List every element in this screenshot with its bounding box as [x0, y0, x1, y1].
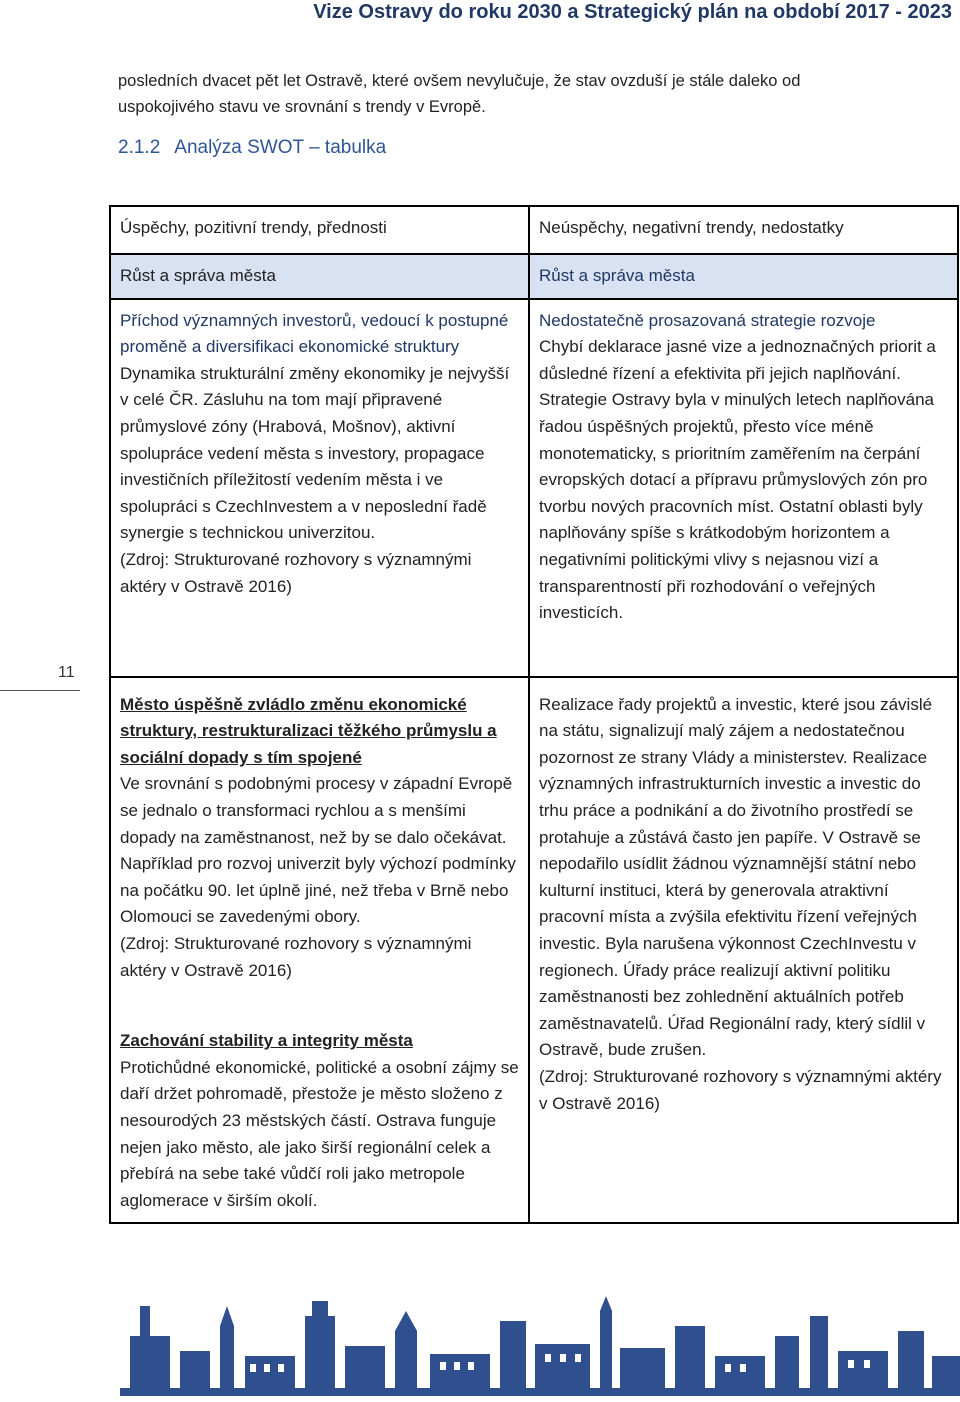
- swot-row-1: [110, 299, 958, 677]
- strength-body-3: Protichůdné ekonomické, politické a osobní zájmy se daří držet pohromadě, přestože je město složeno z nesourodých 23 městských částí. Ostrava funguje nejen jako město, ale jako širší regionální celek a přebírá na sebe také vůdčí roli jako metropole aglomerace v širším okolí.: [120, 1057, 519, 1210]
- ostrava-skyline-illustration: [120, 1296, 960, 1396]
- swot-table: [109, 205, 959, 1224]
- section-number: 2.1.2: [118, 137, 161, 158]
- strength-source-1: (Zdroj: Strukturované rozhovory s významnými aktéry v Ostravě 2016): [120, 549, 472, 596]
- weakness-cell-1: [529, 299, 958, 677]
- intro-line-2: uspokojivého stavu ve srovnání s trendy v Evropě.: [118, 98, 486, 116]
- swot-row-2: [110, 677, 958, 1224]
- strength-body-2: Ve srovnání s podobnými procesy v západní Evropě se jednalo o transformaci rychlou a s menšími dopady na zaměstnanost, než by se dalo očekávat. Například pro rozvoj univerzit byly výchozí podmínky na počátku 90. let úplně jiné, než třeba v Brně nebo Olomouci se zavedenými obory.: [120, 774, 516, 927]
- strengths-subheader: Růst a správa města: [110, 254, 529, 299]
- strength-source-2: (Zdroj: Strukturované rozhovory s významnými aktéry v Ostravě 2016): [120, 933, 472, 980]
- weaknesses-subheader: Růst a správa města: [529, 254, 958, 299]
- strength-cell-1: [110, 299, 529, 677]
- section-title: Analýza SWOT – tabulka: [174, 137, 387, 158]
- weakness-body-2: Realizace řady projektů a investic, které jsou závislé na státu, signalizují malý zájem a nedostatečnou pozornost ze strany Vlády a ministerstev. Realizace významných infrastrukturních investic a investic do trhu práce a podnikání a do životního prostředí se protahuje a zůstává často jen papíře. V Ostravě se nepodařilo usídlit žádnou významnější státní nebo kulturní instituci, která by generovala atraktivní pracovní místa a zvýšila efektivitu řízení veřejných investic. Byla narušena výkonnost CzechInvestu v regionech. Úřady práce realizují aktivní politiku zaměstnanosti bez zohlednění aktuálních potřeb zaměstnavatelů. Úřad Regionální rady, který sídlil v Ostravě, bude zrušen.: [539, 694, 933, 1060]
- weakness-source-2: (Zdroj: Strukturované rozhovory s významnými aktéry v Ostravě 2016): [539, 1066, 942, 1113]
- weakness-body-1: Chybí deklarace jasné vize a jednoznačných priorit a důsledné řízení a efektivita při jejich naplňování. Strategie Ostravy byla v minulých letech naplňována řadou úspěšných projektů, přesto více méně monotematicky, s prioritním zaměřením na čerpání evropských dotací a přípravu průmyslových zón pro tvorbu nových pracovních míst. Ostatní oblasti byly naplňovány spíše s krátkodobým horizontem a negativními politickými vlivy s nejasnou vizí a transparentností při rozhodování o veřejných investicích.: [539, 337, 936, 623]
- strengths-header: Úspěchy, pozitivní trendy, přednosti: [110, 206, 529, 254]
- intro-paragraph: [118, 68, 918, 120]
- strength-title-3: Zachování stability a integrity města: [120, 1031, 413, 1051]
- swot-subheader-row: [110, 254, 958, 299]
- section-heading: [118, 135, 386, 161]
- weaknesses-header: Neúspěchy, negativní trendy, nedostatky: [529, 206, 958, 254]
- page-number-rule: [0, 690, 80, 691]
- weakness-title-1: Nedostatečně prosazovaná strategie rozvoje: [539, 310, 876, 330]
- strength-title-1: Příchod významných investorů, vedoucí k postupné proměně a diversifikaci ekonomické struktury: [120, 310, 509, 357]
- strength-cell-2: [110, 677, 529, 1224]
- strength-body-1: Dynamika strukturální změny ekonomiky je nejvyšší v celé ČR. Zásluhu na tom mají připravené průmyslové zóny (Hrabová, Mošnov), aktivní spolupráce vedení města s investory, propagace investičních příležitostí vedením města i ve spolupráci s CzechInvestem a v neposlední řadě synergie s technickou univerzitou.: [120, 363, 510, 543]
- strength-title-2: Město úspěšně zvládlo změnu ekonomické struktury, restrukturalizaci těžkého průmyslu a sociální dopady s tím spojené: [120, 694, 497, 767]
- document-header-title: Vize Ostravy do roku 2030 a Strategický plán na období 2017 - 2023: [313, 1, 952, 23]
- swot-header-row: [110, 206, 958, 254]
- weakness-cell-2: [529, 677, 958, 1224]
- page-number: 11: [58, 664, 75, 681]
- intro-line-1: posledních dvacet pět let Ostravě, které ovšem nevylučuje, že stav ovzduší je stále daleko od: [118, 72, 801, 90]
